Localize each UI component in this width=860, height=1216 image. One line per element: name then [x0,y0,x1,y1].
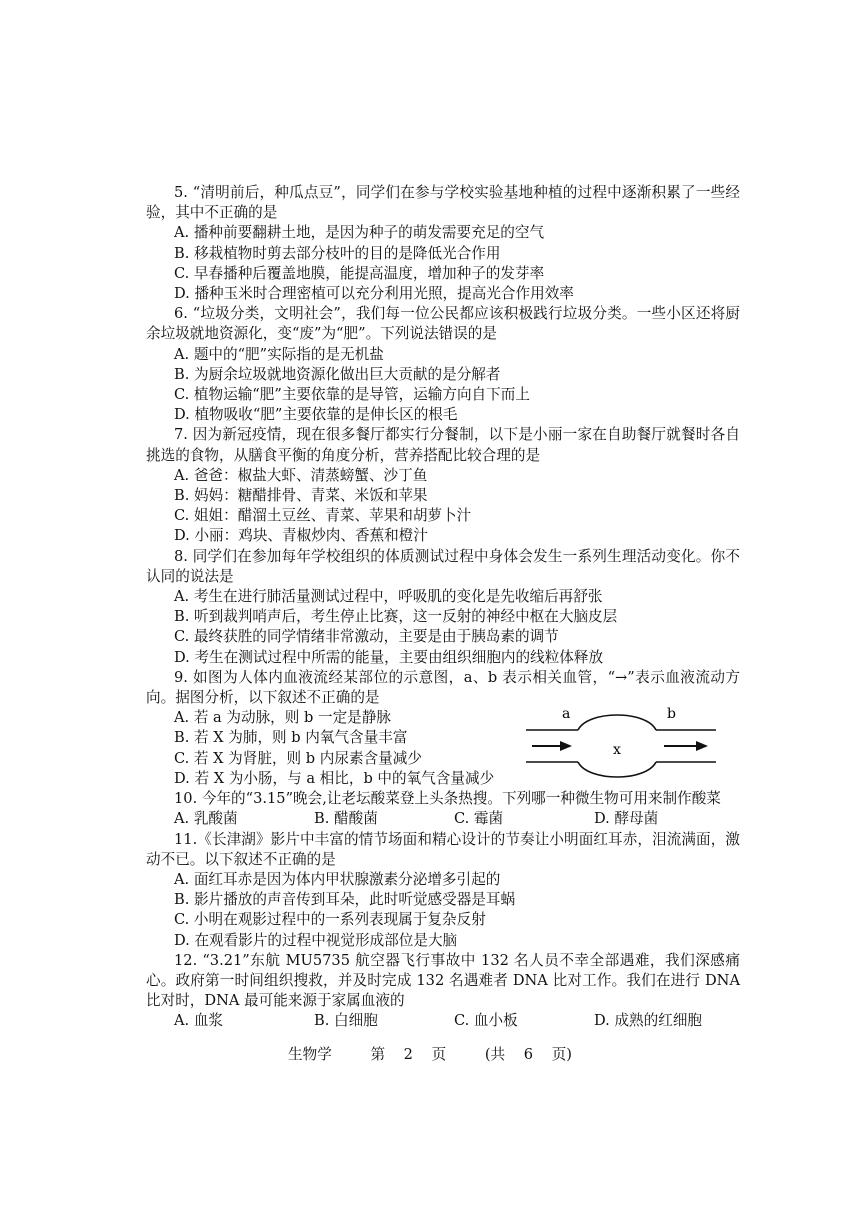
question-9-stem: 9. 如图为人体内血液流经某部位的示意图，a、b 表示相关血管，“→”表示血液流动方向。据图分析，以下叙述不正确的是 [146,668,740,707]
question-7-option-b: B. 妈妈：糖醋排骨、青菜、米饭和苹果 [174,487,428,505]
vessel-a-label: a [562,705,571,722]
footer-subject: 生物学 [288,1046,332,1063]
question-10-stem: 10. 今年的“3.15”晚会,让老坛酸菜登上头条热搜。下列哪一种微生物可用来制作酸菜 [174,790,721,808]
question-11-option-b: B. 影片播放的声音传到耳朵，此时听觉感受器是耳蜗 [174,891,516,909]
question-6-option-d: D. 植物吸收“肥”主要依靠的是伸长区的根毛 [174,406,458,424]
question-11-option-c: C. 小明在观影过程中的一系列表现属于复杂反射 [174,911,486,929]
footer-page-number: 第 2 页 [370,1046,447,1063]
question-8-option-a: A. 考生在进行肺活量测试过程中，呼吸肌的变化是先收缩后再舒张 [174,588,603,606]
question-6-option-a: A. 题中的“肥”实际指的是无机盐 [174,345,384,363]
page-footer [0,1043,860,1064]
question-12-option-d: D. 成熟的红细胞 [594,1012,703,1030]
question-6-option-b: B. 为厨余垃圾就地资源化做出巨大贡献的是分解者 [174,365,501,383]
question-9-option-c: C. 若 X 为肾脏，则 b 内尿素含量减少 [174,749,422,767]
question-8-option-c: C. 最终获胜的同学情绪非常激动，主要是由于胰岛素的调节 [174,628,559,646]
organ-x-bottom-wall [578,762,656,777]
inflow-arrow-head [560,741,572,751]
question-9 [146,668,740,789]
question-10-option-d: D. 酵母菌 [594,810,659,828]
question-6-option-c: C. 植物运输“肥”主要依靠的是导管，运输方向自下而上 [174,386,530,404]
question-5-option-c: C. 早春播种后覆盖地膜，能提高温度，增加种子的发芽率 [174,264,545,282]
question-11-stem: 11.《长津湖》影片中丰富的情节场面和精心设计的节奏让小明面红耳赤，泪流满面，激动不已。以下叙述不正确的是 [146,830,740,868]
outflow-arrow-head [696,741,708,751]
question-10-option-b: B. 醋酸菌 [314,810,378,828]
question-8-option-b: B. 听到裁判哨声后，考生停止比赛，这一反射的神经中枢在大脑皮层 [174,608,618,626]
question-5-stem: 5. “清明前后，种瓜点豆”，同学们在参与学校实验基地种植的过程中逐渐积累了一些经验，其中不正确的是 [146,184,740,222]
vessel-b-label: b [667,705,676,722]
question-6-stem: 6. “垃圾分类，文明社会”，我们每一位公民都应该积极践行垃圾分类。一些小区还将厨余垃圾就地资源化，变“废”为“肥”。下列说法错误的是 [146,305,740,343]
question-11-option-a: A. 面红耳赤是因为体内甲状腺激素分泌增多引起的 [174,870,501,888]
question-12-option-a: A. 血浆 [174,1012,224,1030]
question-9-option-b: B. 若 X 为肺，则 b 内氧气含量丰富 [174,729,408,747]
question-7-option-c: C. 姐姐：醋溜土豆丝、青菜、苹果和胡萝卜汁 [174,507,472,525]
organ-x-top-wall [578,715,656,730]
question-7-option-a: A. 爸爸：椒盐大虾、清蒸螃蟹、沙丁鱼 [174,466,428,484]
question-11-option-d: D. 在观看影片的过程中视觉形成部位是大脑 [174,931,458,949]
question-12-option-c: C. 血小板 [454,1012,518,1030]
question-10-options [146,809,740,829]
question-5-option-d: D. 播种玉米时合理密植可以充分利用光照，提高光合作用效率 [174,285,574,303]
question-7-option-d: D. 小丽：鸡块、青椒炒肉、香蕉和橙汁 [174,527,428,545]
question-9-option-a: A. 若 a 为动脉，则 b 一定是静脉 [174,709,391,727]
question-9-option-d: D. 若 X 为小肠，与 a 相比，b 中的氧气含量减少 [174,769,495,787]
question-10-option-a: A. 乳酸菌 [174,810,238,828]
question-5-option-b: B. 移栽植物时剪去部分枝叶的目的是降低光合作用 [174,244,501,262]
organ-x-label: x [613,741,621,758]
question-list [146,183,740,1032]
question-8-stem: 8. 同学们在参加每年学校组织的体质测试过程中身体会发生一系列生理活动变化。你不认同的说法是 [146,547,740,585]
question-7-stem: 7. 因为新冠疫情，现在很多餐厅都实行分餐制，以下是小丽一家在自助餐厅就餐时各自挑选的食物，从膳食平衡的角度分析，营养搭配比较合理的是 [146,426,740,464]
question-12-option-b: B. 白细胞 [314,1012,378,1030]
blood-flow-diagram [526,706,716,786]
question-8-option-d: D. 考生在测试过程中所需的能量，主要由组织细胞内的线粒体释放 [174,648,604,666]
question-10-option-c: C. 霉菌 [454,810,504,828]
question-12-options [146,1011,740,1031]
question-5-option-a: A. 播种前要翻耕土地，是因为种子的萌发需要充足的空气 [174,224,545,242]
footer-total-pages: (共 6 页) [484,1046,572,1063]
question-12-stem: 12. “3.21”东航 MU5735 航空器飞行事故中 132 名人员不幸全部遇难，我们深感痛心。政府第一时间组织搜救，并及时完成 132 名遇难者 DNA 比对工作。我们在进行 DNA 比对时，DNA 最可能来源于家属血液的 [146,951,740,1010]
